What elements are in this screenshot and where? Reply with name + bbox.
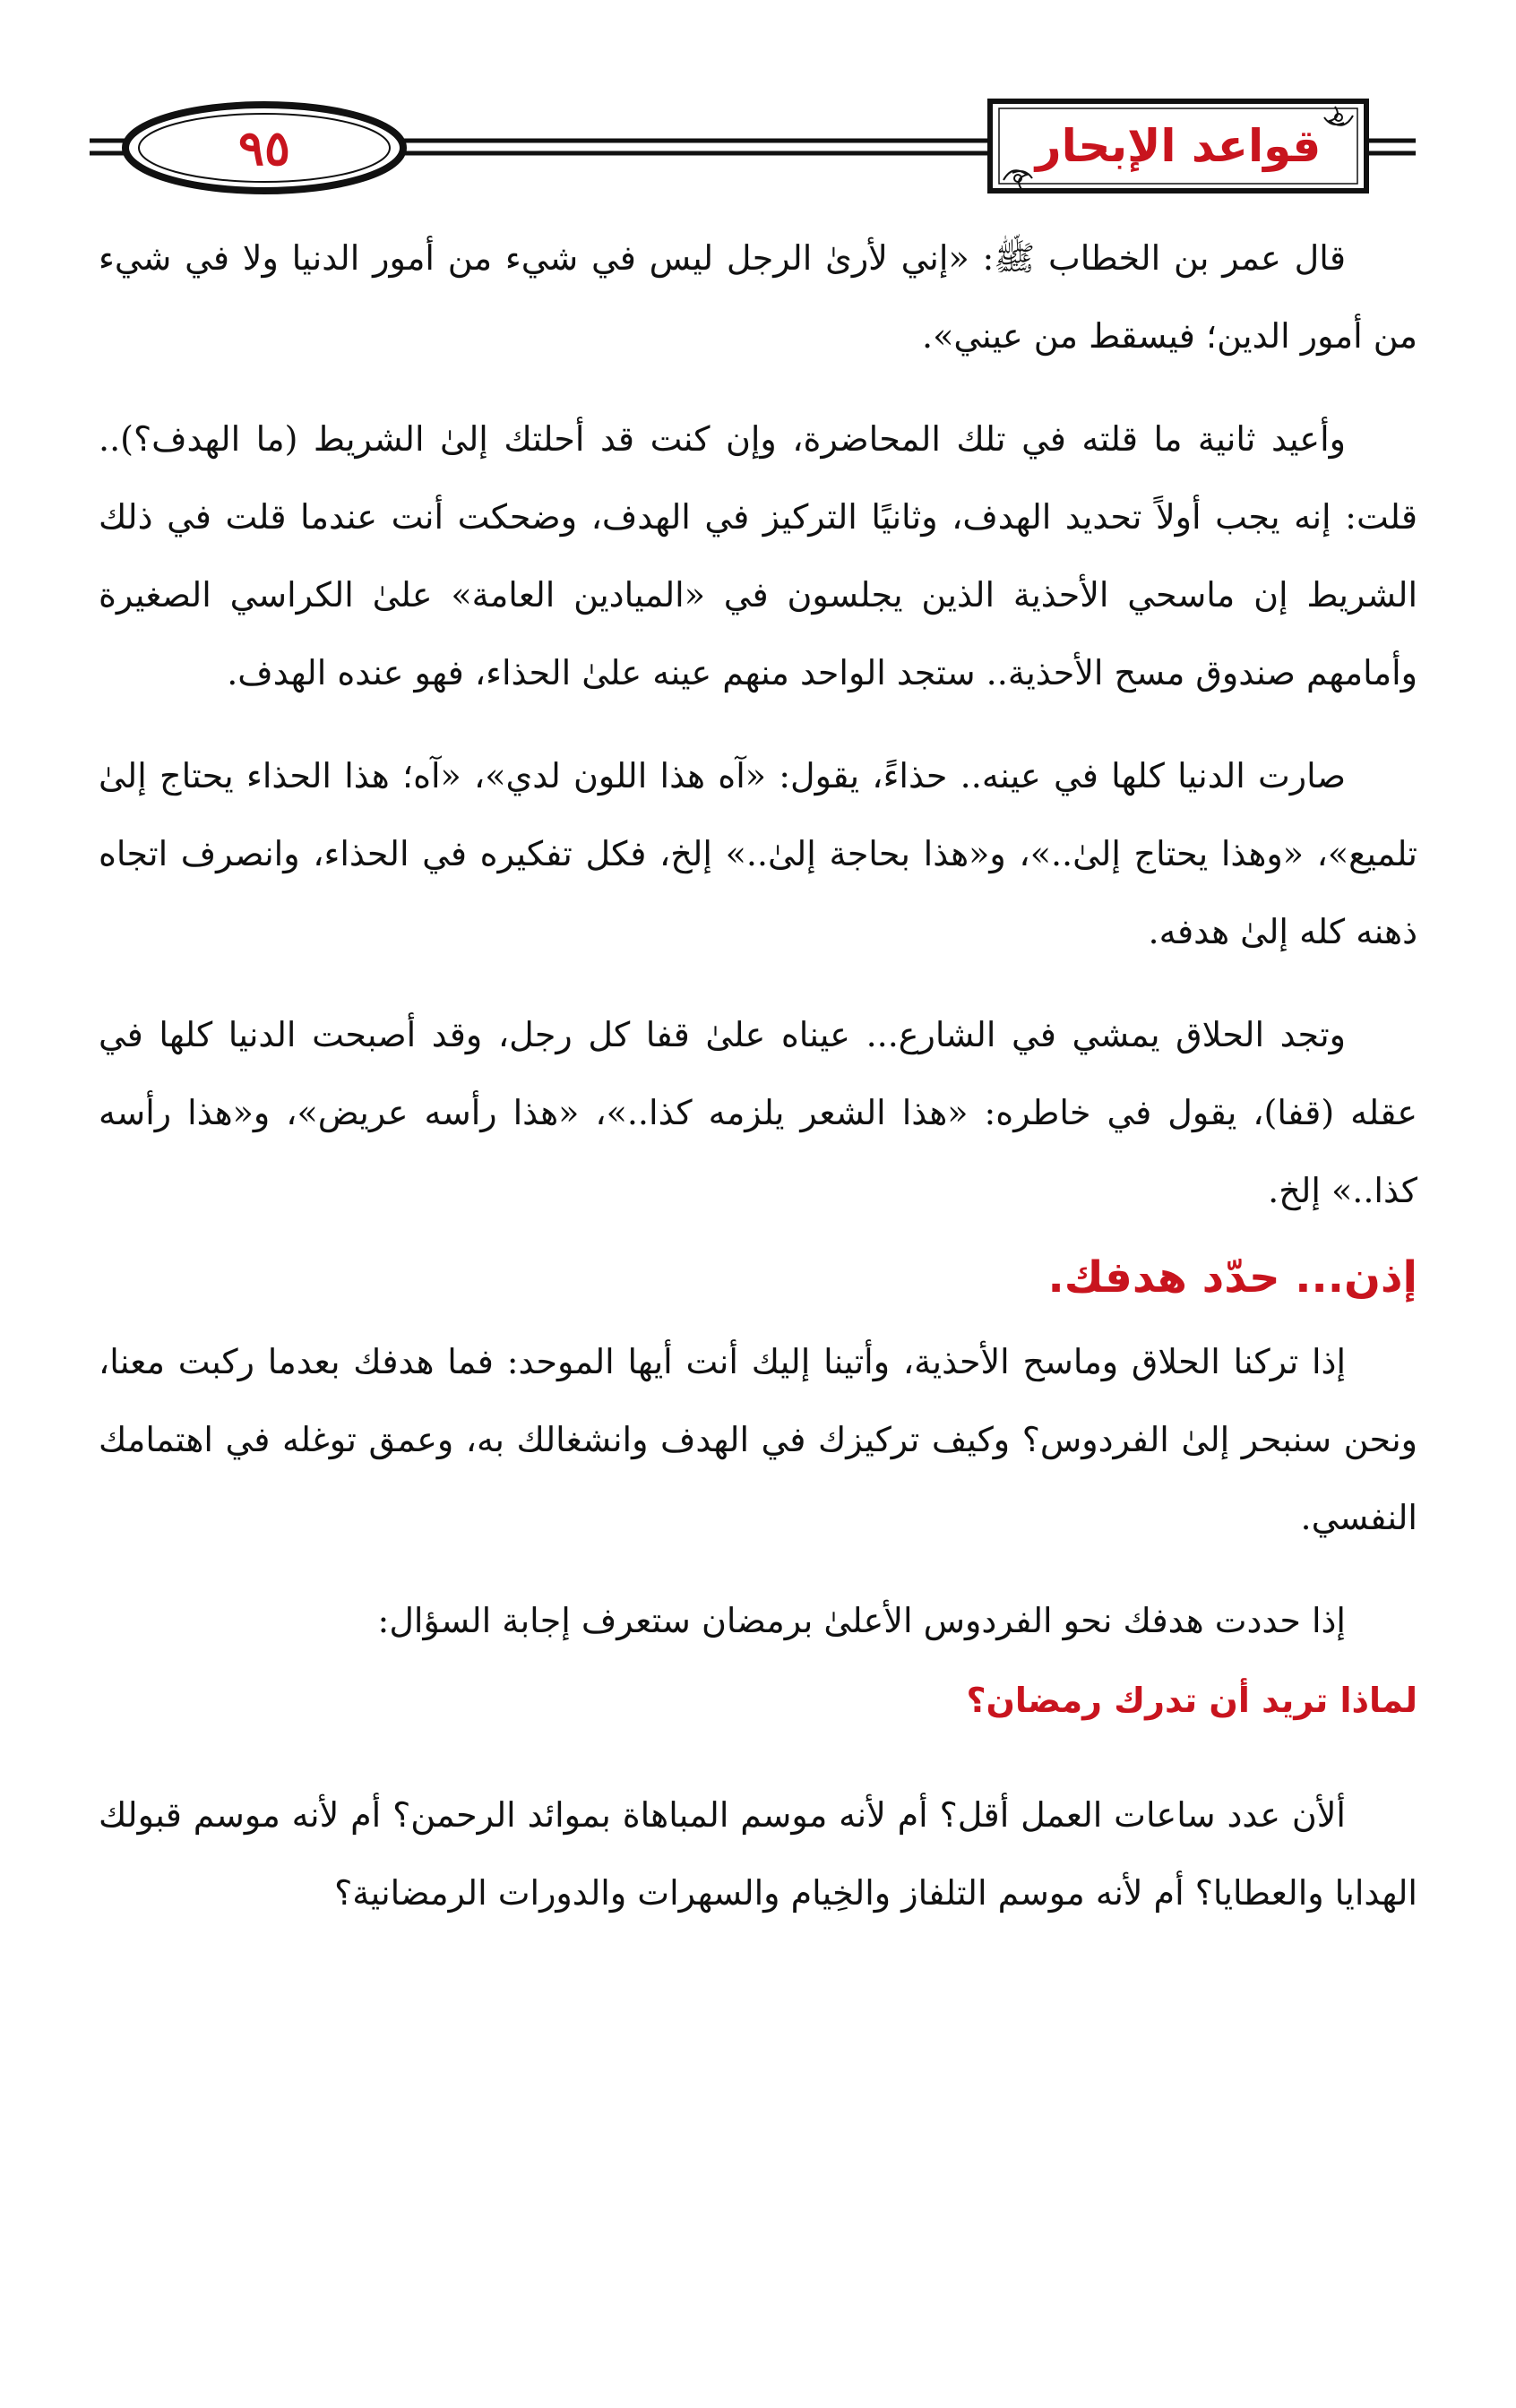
question-heading: لماذا تريد أن تدرك رمضان؟ xyxy=(966,1681,1417,1720)
paragraph-6: إذا حددت هدفك نحو الفردوس الأعلىٰ برمضان ستعرف إجابة السؤال: xyxy=(377,1601,1346,1640)
book-title: قواعد الإبحار xyxy=(1035,120,1322,172)
paragraph-1: قال عمر بن الخطاب ﷺ: «إني لأرىٰ الرجل ليس في شيء من أمور الدنيا ولا في شيء من أمور الدين؛ فيسقط من عيني». xyxy=(99,238,1417,356)
page-number: ٩٥ xyxy=(238,119,291,176)
page-body xyxy=(99,219,1417,1932)
paragraph-2: وأعيد ثانية ما قلته في تلك المحاضرة، وإن كنت قد أحلتك إلىٰ الشريط (ما الهدف؟).. قلت: إنه يجب أولاً تحديد الهدف، وثانيًا التركيز في الهدف، وضحكت أنت عندما قلت في ذلك الشريط إن ماسحي الأحذية الذين يجلسون في «الميادين العامة» علىٰ الكراسي الصغيرة وأمامهم صندوق مسح الأحذية.. ستجد الواحد منهم عينه علىٰ الحذاء، فهو عنده الهدف. xyxy=(99,419,1417,692)
paragraph-5: إذا تركنا الحلاق وماسح الأحذية، وأتينا إليك أنت أيها الموحد: فما هدفك بعدما ركبت معنا، ونحن سنبحر إلىٰ الفردوس؟ وكيف تركيزك في الهدف وانشغالك به، وعمق توغله في اهتمامك النفسي. xyxy=(99,1342,1417,1537)
paragraph-3: صارت الدنيا كلها في عينه.. حذاءً، يقول: «آه هذا اللون لدي»، «آه؛ هذا الحذاء يحتاج إلىٰ تلميع»، «وهذا يحتاج إلىٰ..»، و«هذا بحاجة إلىٰ..» إلخ، فكل تفكيره في الحذاء، وانصرف اتجاه ذهنه كله إلىٰ هدفه. xyxy=(99,756,1417,951)
paragraph-7: ألأن عدد ساعات العمل أقل؟ أم لأنه موسم المباهاة بموائد الرحمن؟ أم لأنه موسم قبولك الهدايا والعطايا؟ أم لأنه موسم التلفاز والخِيام والسهرات والدورات الرمضانية؟ xyxy=(99,1795,1417,1913)
page-header xyxy=(90,94,1416,211)
paragraph-4: وتجد الحلاق يمشي في الشارع... عيناه علىٰ قفا كل رجل، وقد أصبحت الدنيا كلها في عقله (قفا)، يقول في خاطره: «هذا الشعر يلزمه كذا..»، «هذا رأسه عريض»، و«هذا رأسه كذا..» إلخ. xyxy=(99,1015,1417,1210)
section-heading: إذن... حدّد هدفك. xyxy=(1047,1252,1417,1303)
book-title-box xyxy=(990,101,1366,191)
